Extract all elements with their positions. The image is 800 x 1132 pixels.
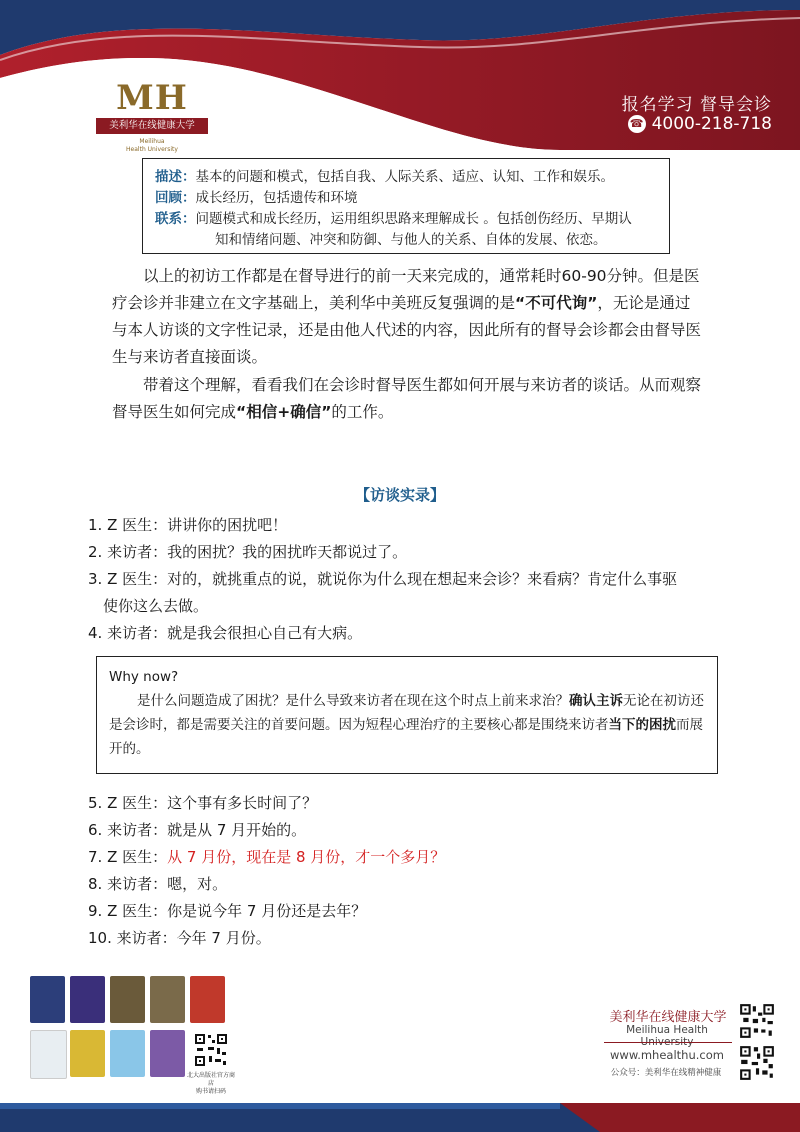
phone-icon: ☎ [628, 115, 646, 133]
dialogue-speaker: 7. Z 医生： [88, 848, 168, 866]
dialogue-line: 5. Z 医生：这个事有多长时间了？ [88, 794, 318, 812]
dialogue-line: 2. 来访者：我的困扰？我的困扰昨天都说过了。 [88, 543, 408, 561]
logo [96, 78, 208, 164]
qr-left-caption [186, 1072, 236, 1096]
book-cover [110, 1030, 145, 1077]
dialogue-line: 3. Z 医生：对的，就挑重点的说，就说你为什么现在想起来会诊？来看病？肯定什么事驱 [88, 570, 678, 588]
para2-emphasis: “相信+确信” [236, 403, 332, 421]
summary-item-review [155, 188, 657, 209]
book-cover [150, 1030, 185, 1077]
footer-university-english: Meilihua Health University [626, 1024, 708, 1048]
logo-sub-line1: Meilihua [139, 138, 165, 145]
summary-item-describe [155, 167, 657, 188]
footer-divider [604, 1042, 732, 1043]
note-body [109, 689, 705, 761]
summary-term: 回顾 [155, 190, 182, 206]
book-cover [30, 976, 65, 1023]
summary-sep: ： [182, 190, 196, 206]
summary-item-connect [155, 209, 657, 230]
dialogue-line: 10. 来访者：今年 7 月份。 [88, 929, 271, 947]
note-text-a: 是什么问题造成了困扰？是什么导致来访者在现在这个时点上前来求治？ [137, 693, 569, 709]
logo-sub-line2: Health University [126, 146, 178, 153]
qr-code-icon [193, 1032, 229, 1068]
footer-university-name: 美利华在线健康大学 [609, 1010, 727, 1025]
para2-text-c: 的工作。 [331, 403, 394, 421]
dialogue-highlight: 从 7 月份，现在是 8 月份，才一个多月？ [167, 848, 446, 866]
summary-box [142, 158, 670, 254]
note-emphasis-current-distress: 当下的困扰 [608, 717, 676, 733]
summary-term: 描述 [155, 169, 182, 185]
dialogue-line: 8. 来访者：嗯，对。 [88, 875, 228, 893]
qr-code-icon [738, 1002, 776, 1040]
footer-band [0, 1103, 800, 1132]
summary-sep: ： [182, 169, 196, 185]
note-title: Why now? [109, 669, 179, 685]
note-emphasis-chief-complaint: 确认主诉 [569, 693, 623, 709]
why-now-note [96, 656, 718, 774]
dialogue-line [88, 844, 708, 871]
para2-text-a: 带着这个理解，看看我们在会诊时督导医生都如何开展与来访者的谈话。从而观察督导医生如何完成 [112, 376, 702, 421]
logo-letters: MH [116, 78, 188, 118]
summary-text: 成长经历，包括遗传和环境 [195, 190, 358, 206]
para1-emphasis: “不可代询” [515, 294, 598, 312]
book-cover [70, 1030, 105, 1077]
qr-caption-line2: 购书请扫码 [195, 1088, 226, 1095]
dialogue-line: 1. Z 医生：讲讲你的困扰吧！ [88, 516, 288, 534]
paragraph-understanding [112, 372, 704, 426]
summary-continuation: 知和情绪问题、冲突和防御、与他人的关系、自体的发展、依恋。 [215, 232, 607, 248]
para1-text-c: ，无论是通过与本人访谈的文字性记录，还是由他人代述的内容，因此所有的督导会诊都会由督导医生与来访者直接面谈。 [112, 294, 702, 366]
header-slogan: 报名学习 督导会诊 [621, 95, 772, 115]
section-title: 【访谈实录】 [354, 486, 445, 504]
qr-code-icon [738, 1044, 776, 1082]
paragraph-intro [112, 263, 704, 371]
note-text-e: 而展开的。 [109, 717, 703, 757]
header-phone [628, 114, 772, 134]
logo-ribbon: 美利华在线健康大学 [96, 118, 208, 134]
book-cover [110, 976, 145, 1023]
book-cover [70, 976, 105, 1023]
book-cover [150, 976, 185, 1023]
dialogue-line: 4. 来访者：就是我会很担心自己有大病。 [88, 624, 363, 642]
logo-subtitle [96, 138, 208, 154]
book-cover [30, 1030, 67, 1079]
summary-term: 联系 [155, 211, 182, 227]
dialogue-list-b [88, 790, 708, 952]
summary-text: 基本的问题和模式，包括自我、人际关系、适应、认知、工作和娱乐。 [195, 169, 614, 185]
summary-text: 问题模式和成长经历，运用组织思路来理解成长 。包括创伤经历、早期认 [195, 211, 632, 227]
qr-caption-line1: 北大出版社官方商店 [186, 1072, 235, 1087]
footer-website-link[interactable]: www.mhealthu.com [610, 1048, 724, 1062]
book-cover [190, 976, 225, 1023]
dialogue-list-a [88, 512, 708, 647]
footer-wechat: 公众号：美利华在线精神健康 [610, 1068, 722, 1078]
dialogue-line-continuation: 使你这么去做。 [103, 597, 209, 615]
dialogue-line: 9. Z 医生：你是说今年 7 月份还是去年？ [88, 902, 367, 920]
summary-sep: ： [182, 211, 196, 227]
phone-number: 4000-218-718 [651, 114, 772, 134]
para1-text-a: 以上的初访工作都是在督导进行的前一天来完成的，通常耗时60-90分钟。但是医疗会诊并非建立在文字基础上，美利华中美班反复强调的是 [112, 267, 700, 312]
note-text-c: 无论在初访还是会诊时，都是需要关注的首要问题。因为短程心理治疗的主要核心都是围绕来访者 [109, 693, 704, 733]
dialogue-line: 6. 来访者：就是从 7 月开始的。 [88, 821, 307, 839]
